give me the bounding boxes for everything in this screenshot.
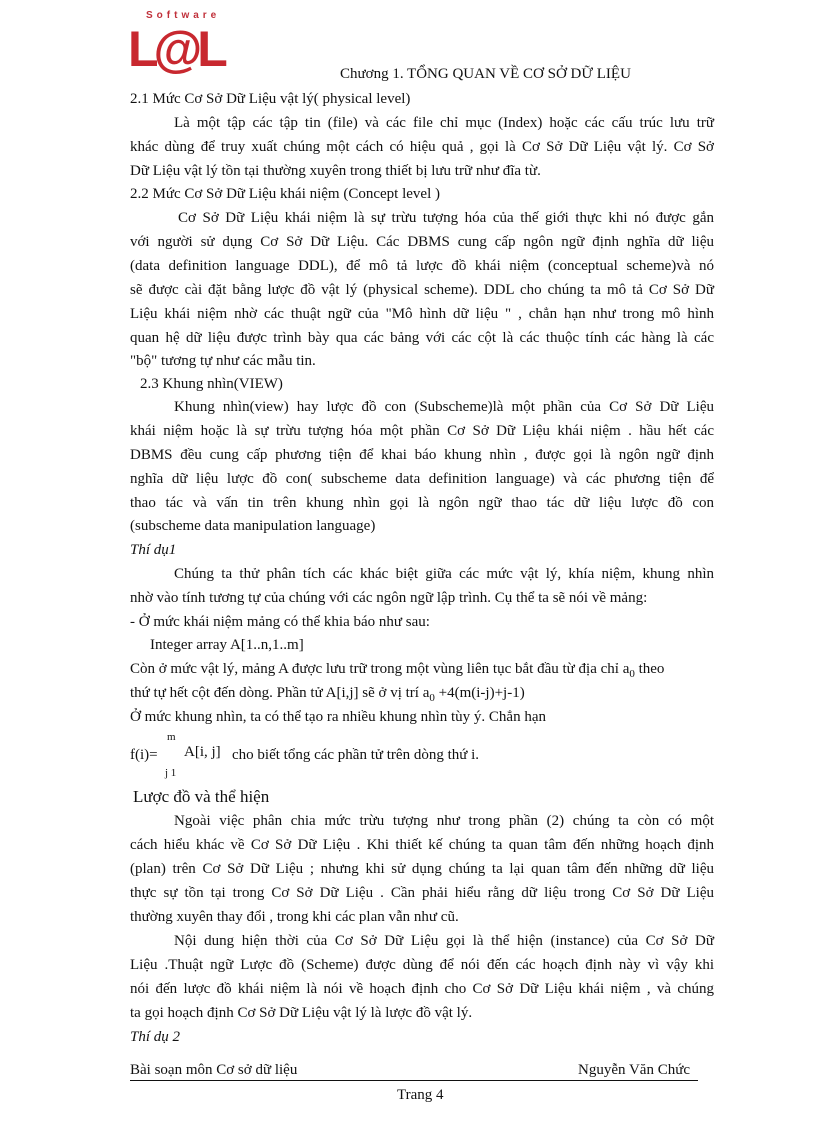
paragraph-line: quan hệ dữ liệu được trình bày qua các bảng với các cột là các thuộc tính các hàng là các (130, 330, 714, 346)
paragraph-line: thao tác và vấn tin trên khung nhìn gọi là ngôn ngữ thao tác dữ liệu lược đồ con (130, 495, 714, 511)
paragraph-line: (plan) trên Cơ Sở Dữ Liệu ; nhưng khi sử dụng chúng ta lại quan tâm đến những dữ liệu (130, 861, 714, 877)
text-segment: thứ tự hết cột đến dòng. Phần tử A[i,j] sẽ ở vị trí a (130, 685, 430, 701)
paragraph-line: - Ở mức khái niệm mảng có thể khia báo như sau: (130, 614, 430, 630)
text-segment: +4(m(i-j)+j-1) (434, 685, 525, 701)
paragraph-line: Là một tập các tập tin (file) và các file chỉ mục (Index) hoặc các cấu trúc lưu trữ (174, 115, 714, 131)
text-segment: theo (634, 661, 665, 677)
footer-course: Bài soạn môn Cơ sở dữ liệu (130, 1062, 298, 1078)
example-2-title: Thí dụ 2 (130, 1029, 181, 1045)
heading-schema: Lược đồ và thể hiện (133, 787, 270, 806)
heading-2-2: 2.2 Mức Cơ Sở Dữ Liệu khái niệm (Concept level ) (130, 186, 440, 202)
paragraph-line: Khung nhìn(view) hay lược đồ con (Subscheme)là một phần của Cơ Sở Dữ Liệu (174, 399, 714, 415)
paragraph-line: khác dùng để truy xuất chúng một cách có hiệu quả , gọi là Cơ Sở Dữ Liệu vật lý. Cơ Sở (130, 139, 714, 155)
formula-term: A[i, j] (184, 744, 221, 760)
paragraph-line: Cơ Sở Dữ Liệu khái niệm là sự trừu tượng hóa của thế giới thực khi nó được gắn (178, 210, 714, 226)
paragraph-line: (subscheme data manipulation language) (130, 518, 376, 534)
footer-rule (130, 1080, 698, 1081)
paragraph-line: sẽ được cài đặt bằng lược đồ vật lý (physical scheme). DDL cho chúng ta mô tả Cơ Sở Dữ (130, 282, 714, 298)
paragraph-line: Ở mức khung nhìn, ta có thể tạo ra nhiều khung nhìn tùy ý. Chẳn hạn (130, 709, 546, 725)
paragraph-line: ta gọi hoạch định Cơ Sở Dữ Liệu vật lý là lược đồ vật lý. (130, 1005, 473, 1021)
paragraph-line: với người sử dụng Cơ Sở Dữ Liệu. Các DBMS cung cấp ngôn ngữ định nghĩa dữ liệu (130, 234, 714, 250)
paragraph-line: nhờ vào tính tương tự của chúng với các ngôn ngữ lập trình. Cụ thể ta sẽ nói về mảng: (130, 590, 648, 606)
page-number: Trang 4 (397, 1087, 444, 1103)
paragraph-line: Dữ Liệu vật lý tồn tại thường xuyên trong thiết bị lưu trữ như đĩa từ. (130, 163, 541, 179)
example-1-title: Thí dụ1 (130, 542, 177, 558)
formula-description: cho biết tổng các phần tử trên dòng thứ i. (232, 747, 480, 763)
paragraph-line: Liệu khái niệm nhờ các thuật ngữ của "Mô hình dữ liệu " , chẳn hạn như trong mô hình (130, 306, 714, 322)
paragraph-line: Nội dung hiện thời của Cơ Sở Dữ Liệu gọi là thể hiện (instance) của Cơ Sở Dữ (174, 933, 714, 949)
paragraph-line: thường xuyên thay đổi , trong khi các plan vẫn như cũ. (130, 909, 459, 925)
paragraph-line: thực sự tồn tại trong Cơ Sở Dữ Liệu . Cần phải hiểu rằng dữ liệu trong Cơ Sở Dữ Liệu (130, 885, 714, 901)
paragraph-line: Chúng ta thử phân tích các khác biệt giữa các mức vật lý, khía niệm, khung nhìn (174, 566, 714, 582)
paragraph-line (130, 684, 525, 707)
footer-author: Nguyễn Văn Chức (578, 1062, 691, 1078)
paragraph-line: Ngoài việc phân chia mức trừu tượng như trong phần (2) chúng ta còn có một (174, 813, 714, 829)
logo (128, 10, 223, 80)
paragraph-line: khái niệm hoặc là sự trừu tượng hóa một phần Cơ Sở Dữ Liệu khái niệm . hầu hết các (130, 423, 714, 439)
paragraph-line: nghĩa dữ liệu lược đồ con( subscheme data definition language) và các phương tiện để (130, 471, 714, 487)
text-segment: Còn ở mức vật lý, mảng A được lưu trữ trong một vùng liên tục bắt đầu từ địa chỉ a (130, 661, 630, 677)
heading-2-3: 2.3 Khung nhìn(VIEW) (140, 376, 283, 392)
formula-lower-limit: j 1 (165, 767, 177, 779)
paragraph-line: "bộ" tương tự như các mẫu tin. (130, 353, 316, 369)
logo-mark: L@L (128, 21, 223, 77)
paragraph-line (130, 660, 664, 683)
paragraph-line: DBMS đều cung cấp phương tiện để khai báo khung nhìn , được gọi là ngôn ngữ định (130, 447, 714, 463)
subscript: 0 (629, 668, 635, 680)
logo-top-text: Software (146, 10, 221, 21)
paragraph-line: (data definition language DDL), để mô tả lược đồ khái niệm (conceptual scheme)và nó (130, 258, 714, 274)
heading-2-1: 2.1 Mức Cơ Sở Dữ Liệu vật lý( physical level) (130, 91, 411, 107)
paragraph-line: nói đến lược đồ khái niệm là nói về hoạch định cho Cơ Sở Dữ Liệu khái niệm , và chúng (130, 981, 714, 997)
subscript: 0 (429, 692, 435, 704)
paragraph-line: cách hiểu khác về Cơ Sở Dữ Liệu . Khi thiết kế chúng ta quan tâm đến những hoạch định (130, 837, 714, 853)
chapter-title: Chương 1. TỔNG QUAN VỀ CƠ SỞ DỮ LIỆU (340, 66, 631, 82)
formula-lhs: f(i)= (130, 747, 158, 763)
formula-upper-limit: m (167, 731, 176, 743)
code-line: Integer array A[1..n,1..m] (150, 637, 304, 653)
paragraph-line: Liệu .Thuật ngữ Lược đồ (Scheme) được dùng để nói đến các hoạch định này vì vậy khi (130, 957, 714, 973)
